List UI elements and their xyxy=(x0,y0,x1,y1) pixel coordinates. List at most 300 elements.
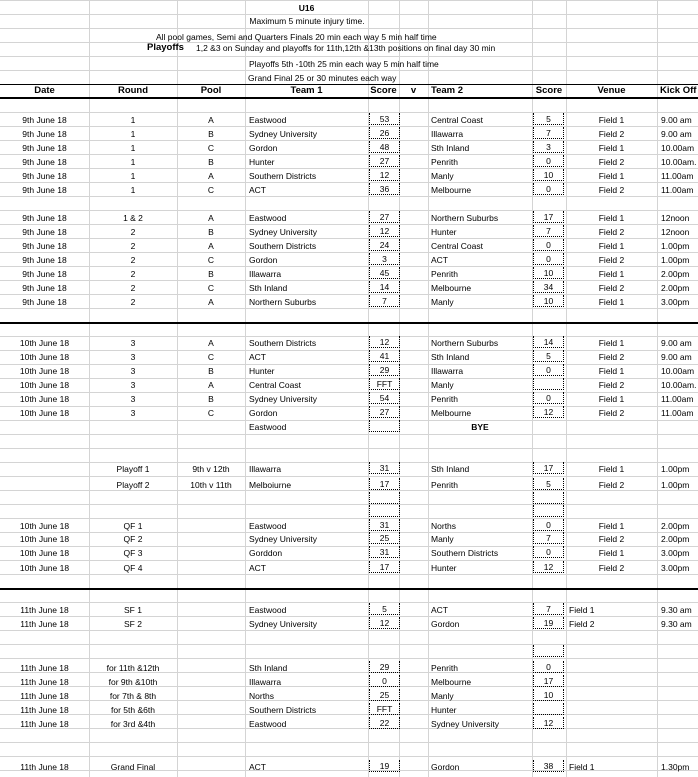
match-pool: A xyxy=(208,241,214,251)
match-kickoff: 12noon xyxy=(661,213,690,223)
team2-name: Southern Districts xyxy=(431,548,499,558)
note-pool-games: All pool games, Semi and Quarters Finals 20 min each way 5 min half time xyxy=(156,32,437,42)
match-pool xyxy=(177,703,245,717)
team2-name: Hunter xyxy=(431,563,457,573)
team1-name: ACT xyxy=(249,563,266,573)
team2-name: Penrith xyxy=(431,480,458,490)
team1-name: Melboiurne xyxy=(249,480,292,490)
team1-name: Illawarra xyxy=(249,269,282,279)
empty-score-cell xyxy=(533,492,564,504)
team1-name: Eastwood xyxy=(249,521,287,531)
match-pool xyxy=(177,519,245,533)
match-venue: Field 2 xyxy=(569,619,595,629)
team2-name: Manly xyxy=(431,297,454,307)
match-kickoff: 2.00pm xyxy=(661,534,690,544)
match-round: for 11th &12th xyxy=(106,663,160,673)
team1-name: Eastwood xyxy=(249,422,287,432)
empty-score-cell xyxy=(533,505,564,517)
match-kickoff: 2.00pm xyxy=(661,283,690,293)
match-date: 11th June 18 xyxy=(20,605,69,615)
team1-name: Northern Suburbs xyxy=(249,297,317,307)
team1-name: Norths xyxy=(249,691,275,701)
bye-label: BYE xyxy=(471,422,489,432)
match-date: 9th June 18 xyxy=(22,297,67,307)
team2-name: Gordon xyxy=(431,762,460,772)
team1-name: Central Coast xyxy=(249,380,301,390)
match-round: 2 xyxy=(130,227,136,237)
team1-score: 24 xyxy=(369,239,400,251)
col-header-score2: Score xyxy=(535,85,563,96)
team1-score: 36 xyxy=(369,183,400,195)
team2-score: 0 xyxy=(533,253,564,265)
team1-name: Eastwood xyxy=(249,719,287,729)
team1-score: 12 xyxy=(369,336,400,348)
match-round: 1 xyxy=(130,143,136,153)
team1-score: 17 xyxy=(369,478,400,490)
grid-line xyxy=(0,434,698,435)
match-venue: Field 2 xyxy=(598,534,625,544)
match-date: 9th June 18 xyxy=(22,227,67,237)
match-date: 10th June 18 xyxy=(19,394,70,404)
team2-score: 0 xyxy=(533,239,564,251)
team1-score: 7 xyxy=(369,295,400,307)
match-date xyxy=(0,478,89,492)
note-grand-final: Grand Final 25 or 30 minutes each way xyxy=(248,73,397,83)
match-venue: Field 1 xyxy=(598,171,625,181)
match-kickoff: 9.00 am xyxy=(661,352,692,362)
match-round: 3 xyxy=(130,380,136,390)
match-kickoff: 1.00pm xyxy=(661,255,690,265)
match-venue: Field 1 xyxy=(598,366,625,376)
team1-name: Sydney University xyxy=(249,227,318,237)
team2-name: Penrith xyxy=(431,157,458,167)
col-header-kickoff: Kick Off xyxy=(660,85,697,96)
team1-score: 27 xyxy=(369,155,400,167)
team1-score: 31 xyxy=(369,519,400,531)
team1-score: 12 xyxy=(369,225,400,237)
team2-name: Manly xyxy=(431,691,454,701)
match-venue: Field 1 xyxy=(598,521,625,531)
match-venue: Field 2 xyxy=(598,255,625,265)
col-header-team2: Team 2 xyxy=(431,85,464,96)
team2-name: Illawarra xyxy=(431,129,464,139)
match-date: 9th June 18 xyxy=(22,115,67,125)
match-round: 3 xyxy=(130,338,136,348)
match-round: 3 xyxy=(130,408,136,418)
team1-name: Southern Districts xyxy=(249,171,317,181)
match-round: for 3rd &4th xyxy=(110,719,156,729)
team2-score: 0 xyxy=(533,392,564,404)
match-date: 10th June 18 xyxy=(19,338,70,348)
grid-line xyxy=(0,448,698,449)
note-injury: Maximum 5 minute injury time. xyxy=(249,16,365,26)
match-round: 3 xyxy=(130,394,136,404)
match-round: Playoff 1 xyxy=(116,464,150,474)
team1-score: 53 xyxy=(369,113,400,125)
match-kickoff: 10.00am. xyxy=(661,380,697,390)
team1-score: 12 xyxy=(369,169,400,181)
match-round: 1 xyxy=(130,185,136,195)
team2-score: 10 xyxy=(533,169,564,181)
team1-score: 54 xyxy=(369,392,400,404)
day-separator xyxy=(0,322,698,324)
team1-name: ACT xyxy=(249,762,266,772)
team2-score: 0 xyxy=(533,155,564,167)
match-venue: Field 1 xyxy=(598,269,625,279)
match-date: 10th June 18 xyxy=(19,380,70,390)
match-date: 9th June 18 xyxy=(22,157,67,167)
team2-score: 7 xyxy=(533,225,564,237)
team2-name: Melbourne xyxy=(431,408,472,418)
match-kickoff: 11.00am xyxy=(661,171,694,181)
match-venue: Field 2 xyxy=(598,408,625,418)
match-round: QF 4 xyxy=(123,563,143,573)
match-pool: C xyxy=(207,185,215,195)
match-date: 10th June 18 xyxy=(19,352,70,362)
match-kickoff: 2.00pm xyxy=(661,521,690,531)
team2-name: ACT xyxy=(431,255,448,265)
match-date: 10th June 18 xyxy=(19,408,70,418)
match-venue: Field 2 xyxy=(598,380,625,390)
team1-name: Sth Inland xyxy=(249,663,288,673)
match-pool: 9th v 12th xyxy=(192,464,230,474)
team1-score: 48 xyxy=(369,141,400,153)
team2-name: Manly xyxy=(431,380,454,390)
team2-score xyxy=(533,703,564,715)
team2-score: 0 xyxy=(533,519,564,531)
team1-name: Hunter xyxy=(249,366,275,376)
team1-score: FFT xyxy=(369,703,400,715)
match-round: Grand Final xyxy=(110,762,156,772)
team1-name: Illawarra xyxy=(249,677,282,687)
match-date: 10th June 18 xyxy=(19,521,70,531)
team2-score: 7 xyxy=(533,532,564,544)
match-round: SF 1 xyxy=(124,605,142,615)
match-date: 9th June 18 xyxy=(22,255,67,265)
match-date: 9th June 18 xyxy=(22,213,67,223)
match-pool: B xyxy=(208,366,214,376)
match-pool: 10th v 11th xyxy=(190,480,232,490)
match-date: 11th June 18 xyxy=(20,677,69,687)
team1-name: Eastwood xyxy=(249,605,287,615)
match-date: 9th June 18 xyxy=(22,143,67,153)
team2-score: 5 xyxy=(533,350,564,362)
team1-score: 22 xyxy=(369,717,400,729)
team2-name: Penrith xyxy=(431,269,458,279)
match-date: 11th June 18 xyxy=(20,663,69,673)
team2-name: Penrith xyxy=(431,663,458,673)
team1-score: 26 xyxy=(369,127,400,139)
team1-score: 12 xyxy=(369,617,400,629)
team2-name: Central Coast xyxy=(431,241,483,251)
day-separator xyxy=(0,588,698,590)
team1-name: Gordon xyxy=(249,408,278,418)
team1-name: Hunter xyxy=(249,157,275,167)
match-pool xyxy=(177,717,245,731)
match-kickoff: 11.00am xyxy=(661,394,694,404)
grid-line xyxy=(0,28,698,29)
match-kickoff: 1.00pm xyxy=(661,241,690,251)
match-kickoff: 2.00pm xyxy=(661,269,690,279)
col-header-score1: Score xyxy=(370,85,397,96)
match-round: 2 xyxy=(130,283,136,293)
match-round: Playoff 2 xyxy=(116,480,150,490)
match-date: 9th June 18 xyxy=(22,241,67,251)
team1-name: Gordon xyxy=(249,143,278,153)
grid-line xyxy=(657,0,658,777)
team1-score: 27 xyxy=(369,211,400,223)
match-pool: C xyxy=(207,408,215,418)
team2-score: 14 xyxy=(533,336,564,348)
match-date: 11th June 18 xyxy=(20,619,69,629)
match-date: 10th June 18 xyxy=(19,366,70,376)
grid-line xyxy=(0,756,698,757)
match-date xyxy=(0,462,89,476)
match-kickoff: 1.00pm xyxy=(661,464,690,474)
team2-name: Hunter xyxy=(431,227,457,237)
team1-score: 14 xyxy=(369,281,400,293)
team1-name: Southern Districts xyxy=(249,338,317,348)
team2-score: 12 xyxy=(533,717,564,729)
team2-name: Sydney University xyxy=(431,719,500,729)
match-date: 10th June 18 xyxy=(19,563,70,573)
team2-name: Melbourne xyxy=(431,283,472,293)
match-pool xyxy=(177,661,245,675)
match-pool: B xyxy=(208,129,214,139)
match-round: 1 xyxy=(130,129,136,139)
team1-name: Sydney University xyxy=(249,394,318,404)
team2-score: 0 xyxy=(533,364,564,376)
team1-score: 27 xyxy=(369,406,400,418)
match-venue xyxy=(566,420,657,434)
match-round: 1 & 2 xyxy=(123,213,143,223)
team1-score: 17 xyxy=(369,561,400,573)
match-kickoff: 3.00pm xyxy=(661,563,690,573)
match-pool: B xyxy=(208,394,214,404)
match-round: 1 xyxy=(130,157,136,167)
team1-score: 25 xyxy=(369,689,400,701)
match-date: 11th June 18 xyxy=(20,691,69,701)
col-header-versus: v xyxy=(410,85,417,96)
note-playoffs-5-10: Playoffs 5th -10th 25 min each way 5 min half time xyxy=(249,59,439,69)
grid-line xyxy=(428,0,429,777)
match-round: QF 1 xyxy=(123,521,143,531)
team2-name: Sth Inland xyxy=(431,352,470,362)
match-kickoff: 10.00am xyxy=(661,143,695,153)
match-venue xyxy=(566,675,657,689)
team1-name: ACT xyxy=(249,352,266,362)
col-header-round: Round xyxy=(117,85,149,96)
match-kickoff: 9.30 am xyxy=(661,619,692,629)
match-round: 3 xyxy=(130,366,136,376)
match-kickoff: 9.00 am xyxy=(661,115,692,125)
match-venue: Field 2 xyxy=(598,227,625,237)
empty-score-cell xyxy=(369,492,400,504)
match-kickoff: 1.30pm xyxy=(661,762,690,772)
team1-score: 29 xyxy=(369,364,400,376)
team1-score: FFT xyxy=(369,378,400,390)
match-round: 1 xyxy=(130,115,136,125)
match-venue xyxy=(566,661,657,675)
grid-line xyxy=(0,504,698,505)
team1-name: Southern Districts xyxy=(249,705,317,715)
match-venue: Field 1 xyxy=(598,464,625,474)
match-pool: A xyxy=(208,213,214,223)
match-pool: A xyxy=(208,338,214,348)
match-venue: Field 2 xyxy=(598,563,625,573)
match-date: 11th June 18 xyxy=(20,762,69,772)
team1-score: 31 xyxy=(369,462,400,474)
team2-score: 19 xyxy=(533,617,564,629)
team2-score: 34 xyxy=(533,281,564,293)
match-round: QF 3 xyxy=(123,548,143,558)
team1-name: Sydney University xyxy=(249,129,318,139)
match-pool: A xyxy=(208,115,214,125)
team1-name: Sydney University xyxy=(249,619,318,629)
match-venue: Field 2 xyxy=(598,480,625,490)
team2-score: 5 xyxy=(533,113,564,125)
match-kickoff: 1.00pm xyxy=(661,480,690,490)
team2-name: Melbourne xyxy=(431,185,472,195)
team2-name: ACT xyxy=(431,605,448,615)
match-venue xyxy=(566,689,657,703)
team1-name: Eastwood xyxy=(249,115,287,125)
match-round: for 9th &10th xyxy=(108,677,158,687)
team2-name: Sth Inland xyxy=(431,464,470,474)
grid-line xyxy=(0,742,698,743)
team2-name: Manly xyxy=(431,534,454,544)
team2-name: Norths xyxy=(431,521,457,531)
team2-score: 12 xyxy=(533,561,564,573)
match-round: for 5th &6th xyxy=(111,705,155,715)
match-round: 2 xyxy=(130,269,136,279)
team2-score: 7 xyxy=(533,603,564,615)
team1-name: ACT xyxy=(249,185,266,195)
col-header-venue: Venue xyxy=(597,85,626,96)
match-kickoff: 9.00 am xyxy=(661,338,692,348)
match-round: 3 xyxy=(130,352,136,362)
team1-score: 0 xyxy=(369,675,400,687)
team2-name: Melbourne xyxy=(431,677,472,687)
grid-line xyxy=(0,658,698,659)
match-pool: A xyxy=(208,171,214,181)
match-pool: A xyxy=(208,297,214,307)
team1-score: 45 xyxy=(369,267,400,279)
team1-name: Southern Districts xyxy=(249,241,317,251)
team2-name: Sth Inland xyxy=(431,143,470,153)
empty-score-cell xyxy=(533,645,564,657)
team2-name: Northern Suburbs xyxy=(431,338,499,348)
team2-score: 0 xyxy=(533,546,564,558)
team2-score: 3 xyxy=(533,141,564,153)
match-kickoff: 10.00am xyxy=(661,366,695,376)
match-pool: B xyxy=(208,269,214,279)
team2-name: Manly xyxy=(431,171,454,181)
match-venue: Field 1 xyxy=(569,762,595,772)
match-venue: Field 1 xyxy=(598,241,625,251)
note-playoffs: 1,2 &3 on Sunday and playoffs for 11th,12th &13th positions on final day 30 min xyxy=(196,43,496,53)
match-pool xyxy=(177,561,245,575)
match-venue: Field 2 xyxy=(598,129,625,139)
playoffs-label: Playoffs xyxy=(147,42,184,53)
match-pool xyxy=(177,420,245,434)
match-date: 9th June 18 xyxy=(22,129,67,139)
match-kickoff: 9.00 am xyxy=(661,129,692,139)
team2-score: 0 xyxy=(533,183,564,195)
match-pool: C xyxy=(207,283,215,293)
team2-name: Illawarra xyxy=(431,366,464,376)
match-venue: Field 2 xyxy=(598,157,625,167)
match-date: 11th June 18 xyxy=(20,705,69,715)
grid-line xyxy=(245,0,246,777)
match-pool xyxy=(177,603,245,617)
match-venue: Field 2 xyxy=(598,283,625,293)
team1-name: Illawarra xyxy=(249,464,282,474)
col-header-pool: Pool xyxy=(200,85,222,96)
match-round xyxy=(89,420,177,434)
match-pool xyxy=(177,546,245,560)
team1-score: 3 xyxy=(369,253,400,265)
match-date: 10th June 18 xyxy=(19,534,70,544)
team2-name: Central Coast xyxy=(431,115,483,125)
match-date: 9th June 18 xyxy=(22,269,67,279)
match-date xyxy=(0,420,89,434)
team2-score: 12 xyxy=(533,406,564,418)
team2-score: 7 xyxy=(533,127,564,139)
match-pool: C xyxy=(207,352,215,362)
match-venue: Field 1 xyxy=(598,548,625,558)
team1-name: Gorddon xyxy=(249,548,283,558)
match-venue: Field 1 xyxy=(598,338,625,348)
match-round: 2 xyxy=(130,241,136,251)
match-round: 2 xyxy=(130,255,136,265)
team2-score: 10 xyxy=(533,689,564,701)
team1-score xyxy=(369,420,400,432)
team2-score xyxy=(533,378,564,390)
team2-score: 10 xyxy=(533,267,564,279)
match-kickoff: 10.00am. xyxy=(661,157,697,167)
match-date: 11th June 18 xyxy=(20,719,69,729)
match-date: 9th June 18 xyxy=(22,185,67,195)
match-venue: Field 1 xyxy=(569,605,595,615)
match-venue: Field 2 xyxy=(598,352,625,362)
match-venue: Field 1 xyxy=(598,143,625,153)
match-kickoff: 11.00am xyxy=(661,408,694,418)
team1-name: Sydney University xyxy=(249,534,318,544)
match-venue: Field 1 xyxy=(598,115,625,125)
match-venue xyxy=(566,703,657,717)
team1-score: 41 xyxy=(369,350,400,362)
match-kickoff: 11.00am xyxy=(661,185,694,195)
team1-score: 5 xyxy=(369,603,400,615)
col-header-date: Date xyxy=(34,85,55,96)
team1-name: Sth Inland xyxy=(249,283,288,293)
grid-line xyxy=(0,476,698,477)
empty-score-cell xyxy=(369,505,400,517)
match-round: 1 xyxy=(130,171,136,181)
match-kickoff: 3.00pm xyxy=(661,548,690,558)
team2-score: 17 xyxy=(533,675,564,687)
team2-score: 17 xyxy=(533,211,564,223)
team2-name: Penrith xyxy=(431,394,458,404)
match-venue: Field 2 xyxy=(598,185,625,195)
match-round: QF 2 xyxy=(123,534,143,544)
team2-score: 17 xyxy=(533,462,564,474)
team1-score: 25 xyxy=(369,532,400,544)
match-pool: C xyxy=(207,143,215,153)
team2-name: Gordon xyxy=(431,619,460,629)
match-date: 10th June 18 xyxy=(19,548,70,558)
